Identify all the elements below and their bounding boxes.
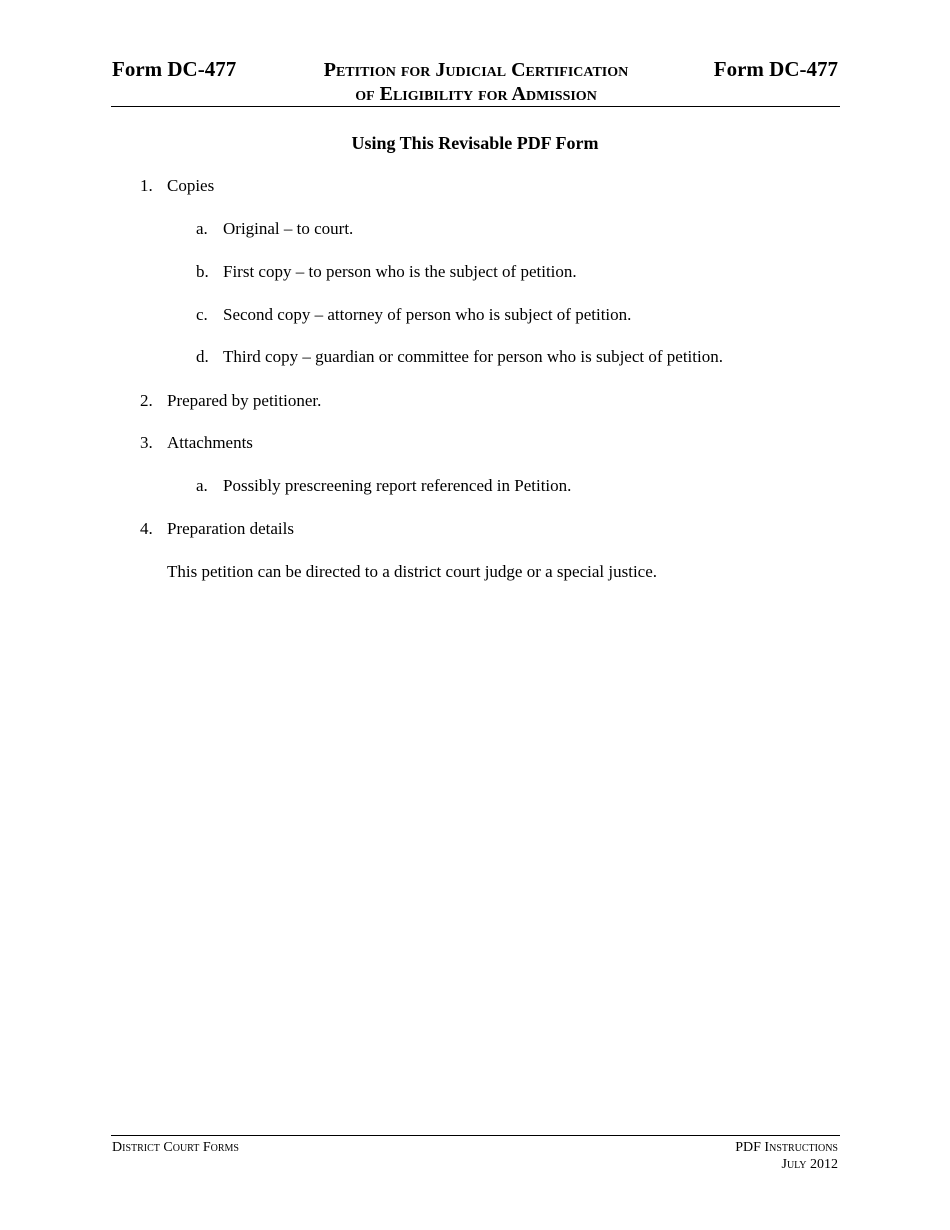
footer-right-label: [735, 1139, 838, 1173]
list-item-marker: 3.: [140, 433, 153, 452]
footer-right-line-1: PDF Instructions: [735, 1140, 838, 1155]
sub-item-text: Original – to court.: [223, 219, 354, 238]
list-item-marker: 1.: [140, 176, 153, 195]
list-item-text: Copies: [167, 176, 215, 195]
sub-item-text: Third copy – guardian or committee for person who is subject of petition.: [223, 347, 723, 366]
sub-item-text: Second copy – attorney of person who is subject of petition.: [223, 305, 632, 324]
preparation-paragraph: This petition can be directed to a district court judge or a special justice.: [167, 562, 658, 581]
sub-item-text: First copy – to person who is the subject of petition.: [223, 262, 577, 281]
form-title: [261, 58, 691, 106]
sub-item-marker: a.: [196, 219, 208, 238]
sub-item-marker: b.: [196, 262, 209, 281]
section-heading: Using This Revisable PDF Form: [351, 133, 599, 153]
list-item-text: Prepared by petitioner.: [167, 391, 322, 410]
footer-right-line-2: July 2012: [781, 1157, 838, 1172]
form-number-left: Form DC-477: [112, 57, 237, 81]
list-item-marker: 2.: [140, 391, 153, 410]
sub-item-text: Possibly prescreening report referenced in Petition.: [223, 476, 572, 495]
form-title-line-2: of Eligibility for Admission: [355, 83, 597, 105]
form-number-right: Form DC-477: [713, 57, 838, 81]
list-item-text: Preparation details: [167, 519, 294, 538]
sub-item-marker: a.: [196, 476, 208, 495]
form-title-line-1: Petition for Judicial Certification: [323, 59, 629, 81]
page-header: [111, 56, 840, 107]
list-item-marker: 4.: [140, 519, 153, 538]
list-item-text: Attachments: [167, 433, 253, 452]
page-footer: [111, 1135, 840, 1172]
footer-left-label: District Court Forms: [112, 1140, 239, 1155]
sub-item-marker: c.: [196, 305, 208, 324]
sub-item-marker: d.: [196, 347, 209, 366]
